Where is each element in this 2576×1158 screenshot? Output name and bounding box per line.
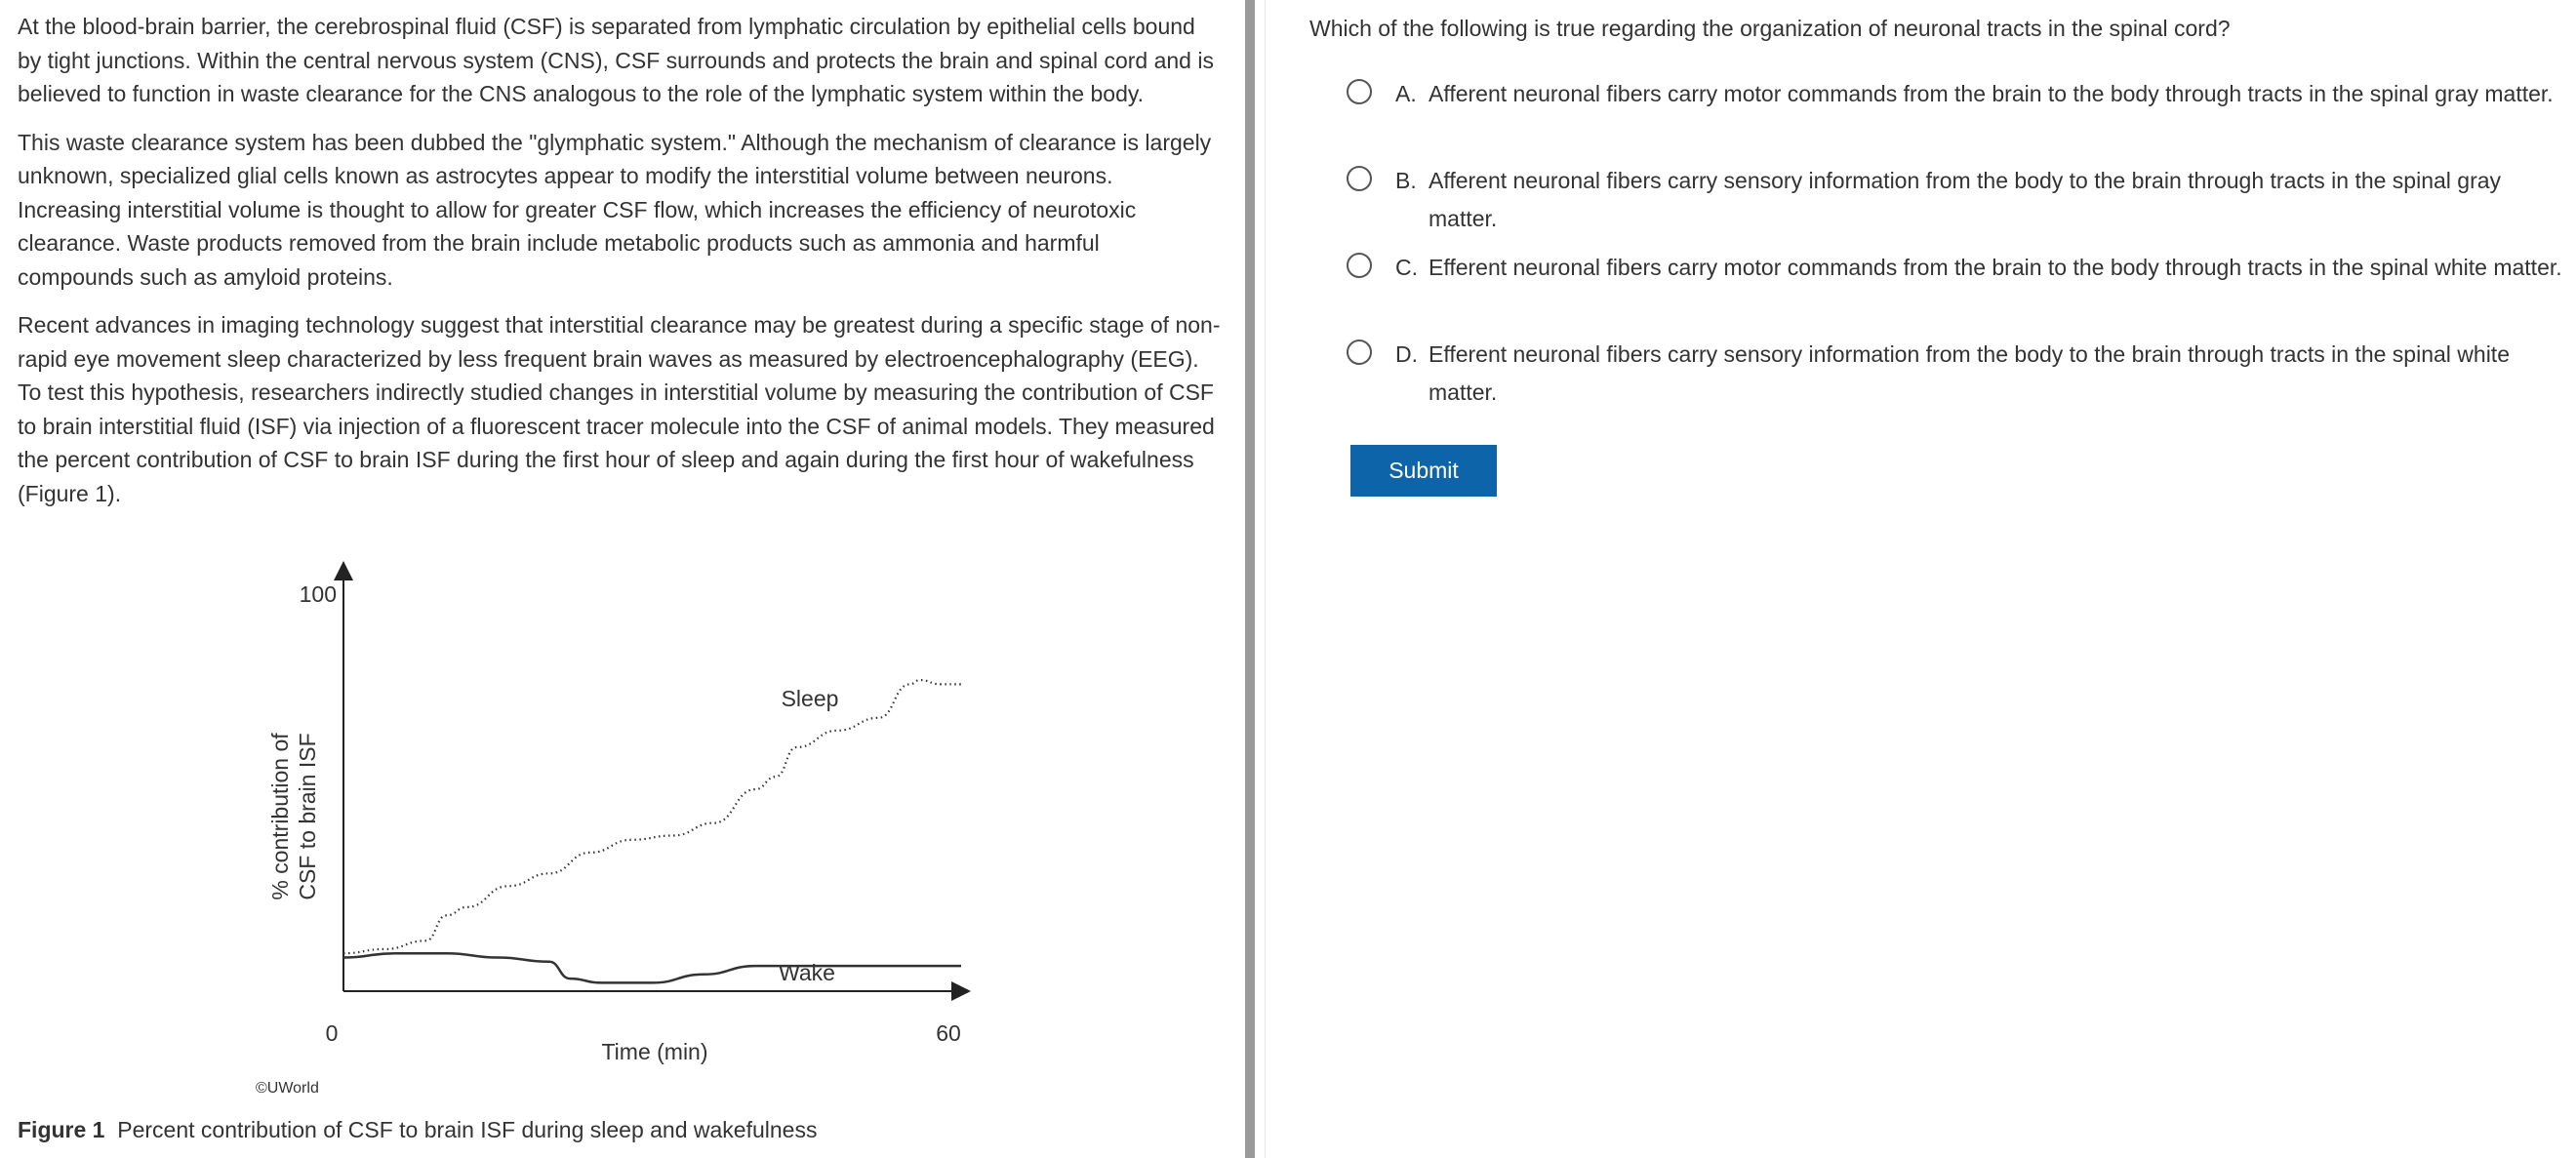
submit-button[interactable]: Submit [1350, 445, 1497, 497]
y-axis-label-line-1: % contribution of [267, 733, 293, 900]
y-tick-label-100: 100 [299, 581, 337, 607]
x-axis-label: Time (min) [601, 1039, 708, 1064]
copyright-label: ©UWorld [256, 1080, 319, 1097]
choice-letter-a: A. [1395, 81, 1417, 106]
radio-button-b[interactable] [1347, 166, 1372, 191]
series-line-wake [343, 953, 961, 982]
answer-choice-c[interactable] [1347, 249, 2566, 287]
radio-button-a[interactable] [1347, 79, 1372, 104]
question-pane [1309, 0, 2568, 1158]
figure-caption [18, 1117, 817, 1143]
answer-choice-a[interactable] [1347, 75, 2566, 113]
choice-letter-c: C. [1395, 255, 1418, 280]
chart-svg [0, 561, 1239, 1158]
passage-paragraph-3: Recent advances in imaging technology suggest that interstitial clearance may be greatest during a specific stage of non-rapid eye movement sleep characterized by less frequent brain waves as measured by electroencephalography (EEG). To test this hypothesis, researchers indirectly studied changes in interstitial volume by measuring the contribution of CSF to brain interstitial fluid (ISF) via injection of a fluorescent tracer molecule into the CSF of animal models. They measured the percent contribution of CSF to brain ISF during the first hour of sleep and again during the first hour of wakefulness (Figure 1). [18, 312, 1221, 506]
choice-letter-b: B. [1395, 168, 1417, 193]
figure-caption-label: Figure 1 [18, 1117, 105, 1142]
pane-divider-edge [1265, 0, 1266, 1158]
figure-1 [0, 561, 1239, 1158]
choice-text-d[interactable]: Efferent neuronal fibers carry sensory information from the body to the brain through tracts in the spinal white matter. [1429, 341, 2510, 405]
series-line-sleep [343, 680, 961, 953]
answer-choice-b[interactable] [1347, 162, 2566, 237]
radio-button-d[interactable] [1347, 339, 1372, 365]
figure-caption-text: Percent contribution of CSF to brain ISF during sleep and wakefulness [117, 1117, 818, 1142]
x-tick-label-60: 60 [936, 1020, 961, 1046]
pane-divider[interactable] [1245, 0, 1255, 1158]
answer-choice-d[interactable] [1347, 336, 2566, 411]
choice-text-a[interactable]: Afferent neuronal fibers carry motor commands from the brain to the body through tracts in the spinal gray matter. [1429, 81, 2554, 106]
passage-paragraph-2: This waste clearance system has been dubbed the "glymphatic system." Although the mechanism of clearance is largely unknown, specialized glial cells known as astrocytes appear to modify the interstitial volume between neurons. Increasing interstitial volume is thought to allow for greater CSF flow, which increases the efficiency of neurotoxic clearance. Waste products removed from the brain include metabolic products such as ammonia and harmful compounds such as amyloid proteins. [18, 129, 1212, 290]
choice-letter-d: D. [1395, 341, 1418, 367]
y-axis-label-line-2: CSF to brain ISF [295, 733, 320, 900]
choice-text-c[interactable]: Efferent neuronal fibers carry motor commands from the brain to the body through tracts in the spinal white matter. [1429, 255, 2562, 280]
x-tick-label-0: 0 [325, 1020, 339, 1046]
choice-text-b[interactable]: Afferent neuronal fibers carry sensory information from the body to the brain through tracts in the spinal gray matter. [1429, 168, 2502, 231]
passage [18, 10, 1222, 510]
radio-button-c[interactable] [1347, 253, 1372, 278]
passage-paragraph-1: At the blood-brain barrier, the cerebrospinal fluid (CSF) is separated from lymphatic circulation by epithelial cells bound by tight junctions. Within the central nervous system (CNS), CSF surrounds and protects the brain and spinal cord and is believed to function in waste clearance for the CNS analogous to the role of the lymphatic system within the body. [18, 14, 1214, 106]
series-label-sleep: Sleep [781, 686, 839, 711]
series-label-wake: Wake [779, 960, 835, 985]
question-stem: Which of the following is true regarding the organization of neuronal tracts in the spinal cord? [1309, 16, 2231, 41]
passage-pane [0, 0, 1239, 1158]
